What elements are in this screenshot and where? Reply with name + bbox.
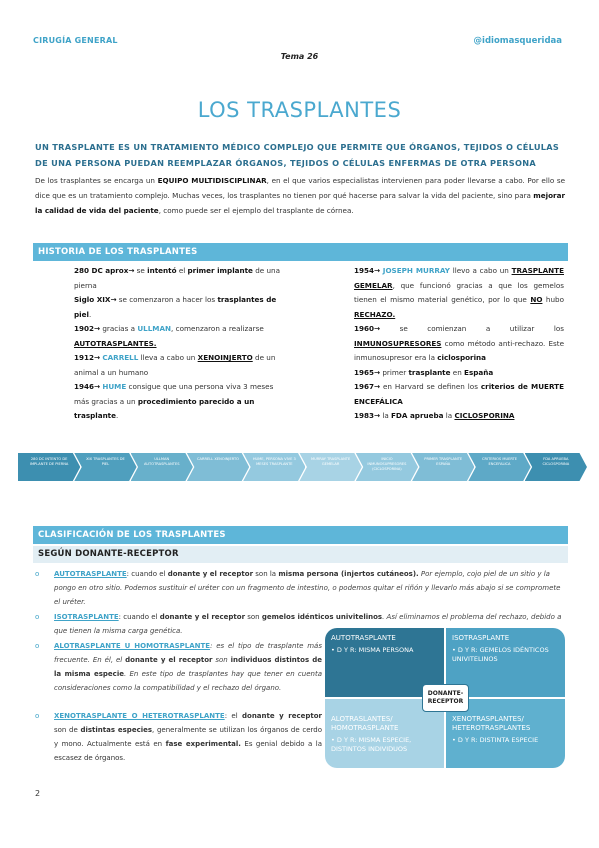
history-event: 1967→ en Harvard se definen los criterios de MUERTE ENCEFÁLICA xyxy=(354,382,564,406)
timeline-step-label: HUME, PERSONA VIVE 3 MESES TRASPLANTE xyxy=(252,457,296,466)
history-event: 1912→ CARRELL lleva a cabo un XENOINJERTO de un animal a un humano xyxy=(74,353,276,377)
timeline-step xyxy=(131,453,193,481)
donor-receptor-subheading: SEGÚN DONANTE-RECEPTOR xyxy=(33,546,568,563)
xenotrasplante-item: o XENOTRASPLANTE O HETEROTRASPLANTE: el donante y receptor son de distintas especies, generalmente se utilizan los órganos de cerdo y mono. Actualmente está en fase experimental. Es genial debido a la escasez de órganos. xyxy=(37,709,322,765)
matrix-cell-xenotrasplante: XENOTRASPLANTES/ HETEROTRASPLANTES • D Y R: DISTINTA ESPECIE xyxy=(446,699,565,768)
history-event: 1946→ HUME consigue que una persona viva 3 meses más gracias a un procedimiento parecido a un trasplante. xyxy=(74,382,274,420)
bullet-icon: o xyxy=(35,642,40,650)
matrix-cell-alotrasplante: ALOTRASLANTES/ HOMOTRASPLANTE • D Y R: MISMA ESPECIE, DISTINTOS INDIVIDUOS xyxy=(325,699,444,768)
history-right-column xyxy=(354,264,564,424)
author-handle: @idiomasqueridaa xyxy=(473,36,562,46)
definition-subtitle: UN TRASPLANTE ES UN TRATAMIENTO MÉDICO COMPLEJO QUE PERMITE QUE ÓRGANOS, TEJIDOS O CÉLULAS DE UNA PERSONA PUEDAN REEMPLAZAR ÓRGANOS, TEJIDOS O CÉLULAS ENFERMAS DE OTRA PERSONA xyxy=(35,142,560,168)
history-event: 1902→ gracias a ULLMAN, comenzaron a realizarse AUTOTRASPLANTES. xyxy=(74,324,264,348)
matrix-cell-isotrasplante: ISOTRASPLANTE • D Y R: GEMELOS IDÉNTICOS UNIVITELINOS xyxy=(446,628,565,697)
timeline-step-label: CARRELL XENOINJERTO xyxy=(197,457,240,461)
timeline-step-label: ULLMAN AUTOTRASPLANTES xyxy=(143,457,180,466)
isotrasplante-item: o ISOTRASPLANTE: cuando el donante y el receptor son gemelos idénticos univitelinos. Así eliminamos el problema del rechazo, debido a que tienen la misma carga genética. xyxy=(37,610,565,638)
history-event: Siglo XIX→ se comenzaron a hacer los trasplantes de piel. xyxy=(74,295,277,319)
history-left-column xyxy=(74,264,284,424)
page-title: LOS TRASPLANTES xyxy=(197,98,402,122)
page-number: 2 xyxy=(35,789,41,798)
timeline-step-label: MURRAY TRASPLANTE GEMELAR xyxy=(311,457,351,466)
intro-paragraph: De los trasplantes se encarga un EQUIPO MULTIDISCIPLINAR, en el que varios especialistas intervienen para poder llevarse a cabo. Por ello se dice que es un tratamiento complejo. Muchas veces, los trasplantes no tienen por qué hacerse para salvar la vida del paciente, sino para mejorar la calidad de vida del paciente, como puede ser el ejemplo del trasplante de córnea. xyxy=(35,176,566,215)
timeline-step-label: XIX TRASPLANTES DE PIEL xyxy=(86,457,125,466)
bullet-icon: o xyxy=(35,570,40,578)
timeline-step xyxy=(18,453,80,481)
history-event: 1954→ JOSEPH MURRAY llevo a cabo un TRASPLANTE GEMELAR, que funcionó gracias a que los gemelos tienen el mismo material genético, por lo que NO hubo RECHAZO. xyxy=(354,266,564,319)
autotrasplante-item: o AUTOTRASPLANTE: cuando el donante y el receptor son la misma persona (injertos cutáneos). Por ejemplo, cojo piel de un sitio y la pongo en otro sitio. Podemos sustituir el uréter con un fragmento de intestino, o podemos quitar el riñón y llevarlo más abajo si se compromete el uréter. xyxy=(37,567,565,609)
timeline-step xyxy=(356,453,418,481)
donor-receptor-matrix xyxy=(325,628,565,768)
course-name: CIRUGÍA GENERAL xyxy=(33,36,118,45)
timeline-step xyxy=(243,453,305,481)
bullet-icon: o xyxy=(35,712,40,720)
history-heading: HISTORIA DE LOS TRASPLANTES xyxy=(33,243,568,261)
history-event: 1983→ la FDA aprueba la CICLOSPORINA xyxy=(354,411,515,420)
history-event: 1960→ se comienzan a utilizar los INMUNOSUPRESORES como método anti-rechazo. Este inmunosupresor era la ciclosporina xyxy=(354,324,564,362)
alotrasplante-item: o ALOTRASPLANTE U HOMOTRASPLANTE: es el tipo de trasplante más frecuente. En él, el donante y el receptor son individuos distintos de la misma especie. En este tipo de trasplantes hay que tener en cuenta consideraciones como la compatibilidad y el rechazo del órgano. xyxy=(37,639,322,695)
timeline-step xyxy=(412,453,474,481)
timeline-step xyxy=(74,453,136,481)
history-event: 1965→ primer trasplante en España xyxy=(354,367,494,377)
timeline-step xyxy=(187,453,249,481)
history-timeline xyxy=(18,453,581,481)
timeline-step xyxy=(299,453,361,481)
timeline-step-label: INICIO INMUNOSUPRESORES (CICLOSPORINA) xyxy=(367,457,407,471)
matrix-cell-autotrasplante: AUTOTRASPLANTE • D Y R: MISMA PERSONA xyxy=(325,628,444,697)
timeline-step-label: CRITERIOS MUERTE ENCEFALICA xyxy=(482,457,518,466)
history-event: 280 DC aprox→ se intentó el primer implante de una pierna xyxy=(74,266,281,290)
timeline-step xyxy=(525,453,587,481)
timeline-step xyxy=(468,453,530,481)
timeline-step-label: 280 DC INTENTO DE IMPLANTE DE PIERNA xyxy=(29,457,69,466)
classification-heading: CLASIFICACIÓN DE LOS TRASPLANTES xyxy=(33,526,568,544)
timeline-step-label: FDA APRUEBA CICLOSPORINA xyxy=(542,457,570,466)
matrix-center-label: DONANTE-RECEPTOR xyxy=(422,684,469,712)
bullet-icon: o xyxy=(35,613,40,621)
timeline-step-label: PRIMER TRASPLANTE ESPAÑA xyxy=(424,457,463,466)
topic-number: Tema 26 xyxy=(280,52,319,61)
